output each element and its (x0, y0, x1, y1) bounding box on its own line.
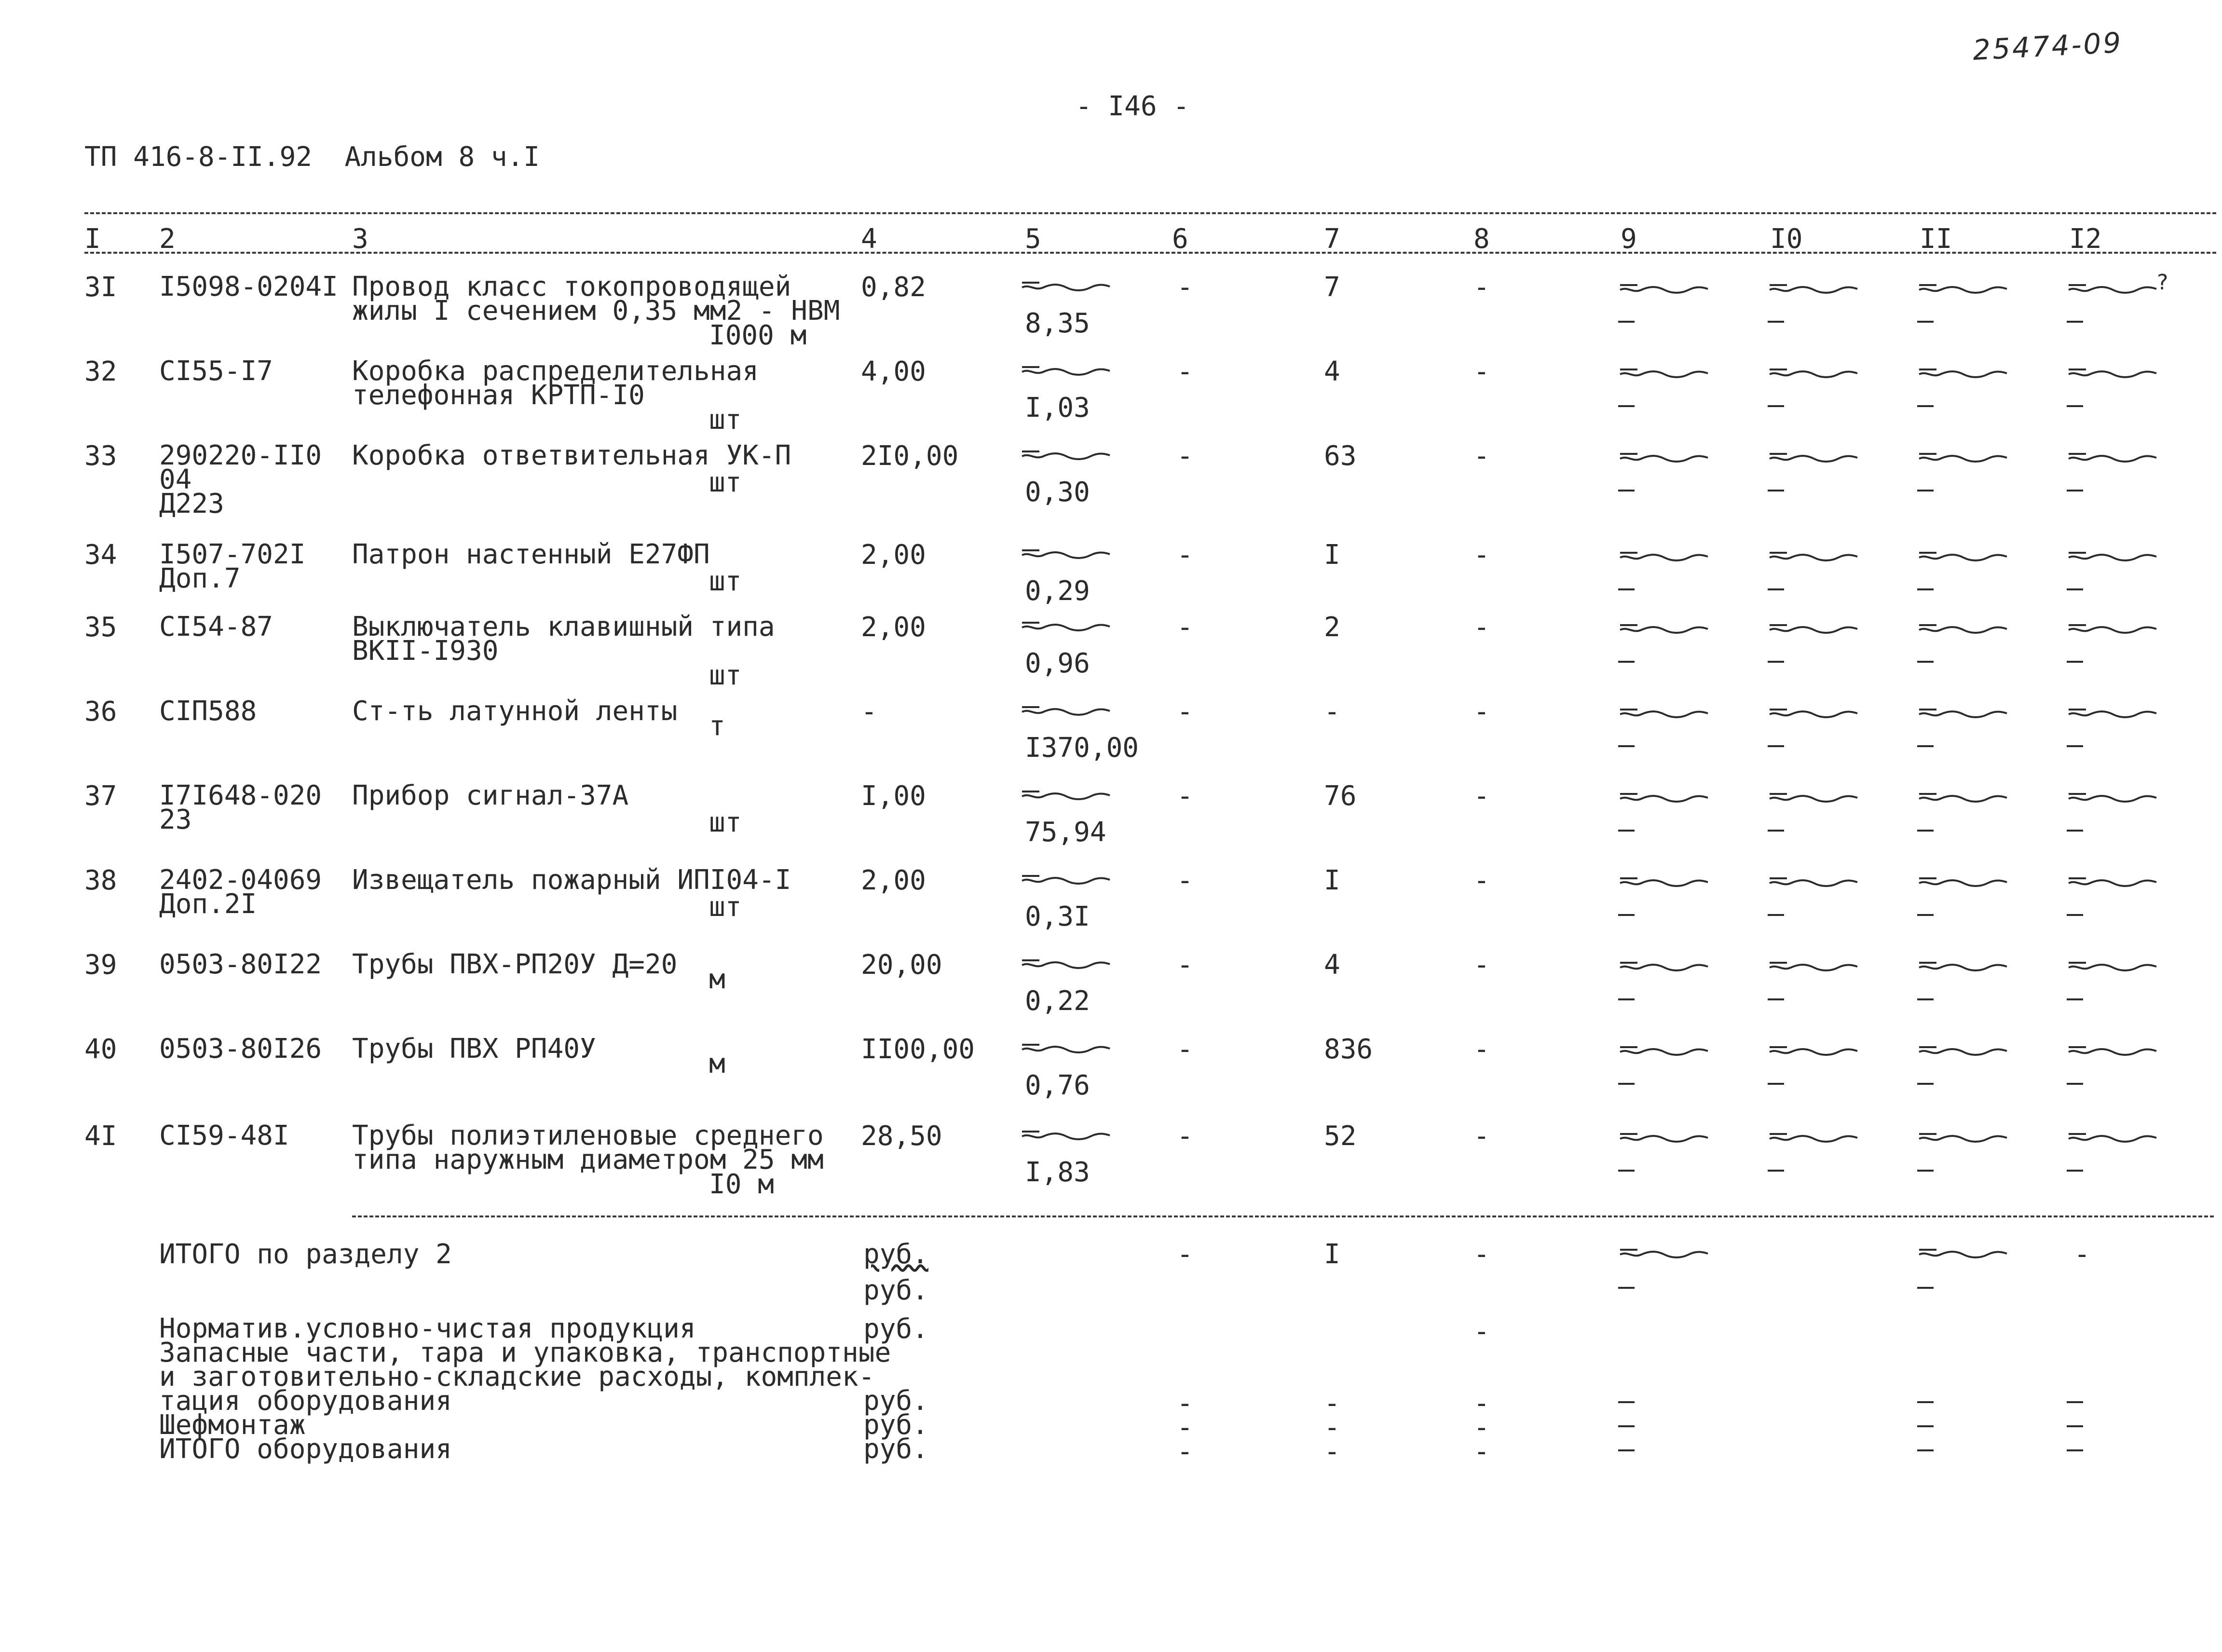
row-col5-value: 0,96 (1025, 648, 1090, 679)
col10-wavy-mark (1768, 451, 1859, 465)
totals-col11-dash (1917, 1287, 1934, 1289)
row-col7: I (1324, 539, 1340, 571)
row-code: 0503-80I22 (159, 949, 322, 980)
row-col7: 7 (1324, 272, 1340, 303)
row-col5-value: I,03 (1025, 392, 1090, 423)
row-unit: т (709, 710, 725, 742)
col10-wavy-mark (1768, 875, 1859, 890)
row-number: 34 (84, 539, 117, 571)
row-col5-value: I,83 (1025, 1157, 1090, 1188)
totals-col9-wavy-mark (1618, 1247, 1710, 1261)
col11-wavy-mark (1917, 960, 2009, 974)
row-price: 4,00 (861, 356, 926, 387)
row-number: 32 (84, 356, 117, 387)
section-total-unit-2: руб. (863, 1275, 928, 1306)
row-name: Прибор сигнал-37А (352, 780, 629, 811)
row-col6: - (1177, 1034, 1193, 1065)
totals-bottom-dash (1917, 1401, 1934, 1403)
col9-wavy-mark (1618, 622, 1710, 637)
col10-dash (1768, 321, 1784, 323)
row-number: 4I (84, 1120, 117, 1152)
row-col7: I (1324, 865, 1340, 896)
table-bottom-rule (352, 1215, 2214, 1217)
col11-dash (1917, 588, 1934, 590)
col11-wavy-mark (1917, 550, 2009, 564)
col10-wavy-mark (1768, 707, 1859, 721)
row-col8: - (1473, 539, 1490, 571)
norm-production-unit: руб. (863, 1313, 928, 1345)
row-unit: шт (709, 807, 742, 838)
col9-wavy-mark (1618, 960, 1710, 974)
document-registration-number: 25474-09 (1972, 26, 2124, 67)
row-name: Патрон настенный Е27ФП (352, 539, 710, 570)
col9-wavy-mark (1618, 1044, 1710, 1059)
col11-wavy-mark (1917, 451, 2009, 465)
row-price: 0,82 (861, 272, 926, 303)
col5-wavy-mark (1020, 620, 1112, 634)
col12-dash (2067, 321, 2083, 323)
col9-wavy-mark (1618, 367, 1710, 381)
section-total-label: ИТОГО по разделу 2 (159, 1239, 452, 1270)
col12-wavy-mark (2067, 1044, 2158, 1059)
col11-wavy-mark (1917, 707, 2009, 721)
totals-bottom-dash (1618, 1449, 1635, 1451)
row-col5-value: I370,00 (1025, 732, 1139, 764)
col9-dash (1618, 745, 1635, 747)
row-col8: - (1473, 1034, 1490, 1065)
row-number: 33 (84, 440, 117, 472)
col-header-12: I2 (2069, 223, 2102, 255)
col5-wavy-mark (1020, 957, 1112, 972)
col10-wavy-mark (1768, 960, 1859, 974)
col11-wavy-mark (1917, 622, 2009, 637)
totals-bottom-dash (2067, 1401, 2083, 1403)
col10-dash (1768, 745, 1784, 747)
row-number: 3I (84, 272, 117, 303)
col11-wavy-mark (1917, 367, 2009, 381)
col9-dash (1618, 321, 1635, 323)
row-col8: - (1473, 356, 1490, 387)
col11-dash (1917, 661, 1934, 663)
row-col6: - (1177, 612, 1193, 643)
row-col7: 4 (1324, 356, 1340, 387)
col5-wavy-mark (1020, 449, 1112, 463)
row-price: - (861, 696, 877, 727)
totals-bottom-dash (1917, 1425, 1934, 1427)
col9-dash (1618, 661, 1635, 663)
col12-wavy-mark (2067, 367, 2158, 381)
col9-dash (1618, 1170, 1635, 1172)
row-name: Трубы полиэтиленовые среднего типа наружным диаметром 25 мм (352, 1120, 824, 1175)
row-col6: - (1177, 865, 1193, 896)
col10-dash (1768, 588, 1784, 590)
section-total-unit-1: руб. (863, 1239, 928, 1270)
col-header-3: 3 (352, 223, 368, 255)
col9-wavy-mark (1618, 451, 1710, 465)
row-price: 2,00 (861, 612, 926, 643)
col9-dash (1618, 998, 1635, 1000)
row-name: Коробка распределительная телефонная КРТП-I0 (352, 355, 759, 411)
row-col7: 2 (1324, 612, 1340, 643)
row-price: II00,00 (861, 1034, 975, 1065)
row-col5-value: 0,3I (1025, 901, 1090, 932)
row-code: CI59-48I (159, 1120, 289, 1151)
row-col7: 76 (1324, 780, 1357, 812)
row-unit: шт (709, 891, 742, 923)
col12-dash (2067, 745, 2083, 747)
col11-dash (1917, 321, 1934, 323)
totals-col11-wavy-mark (1917, 1247, 2009, 1261)
col10-dash (1768, 830, 1784, 832)
row-name: Коробка ответвительная УК-П (352, 440, 791, 471)
col10-wavy-mark (1768, 791, 1859, 806)
row-price: 2I0,00 (861, 440, 959, 472)
row-price: 2,00 (861, 539, 926, 571)
totals-col7-dashes: - - - (1324, 1388, 1340, 1467)
row-code: CIП588 (159, 696, 257, 727)
row-name: Провод класс токопроводящей жилы I сечением 0,35 мм2 - НВМ (352, 271, 840, 327)
row-unit: м (709, 964, 725, 995)
row-col8: - (1473, 440, 1490, 472)
equipment-total-label: ИТОГО оборудования (159, 1434, 452, 1465)
col9-wavy-mark (1618, 1131, 1710, 1146)
row-col8: - (1473, 780, 1490, 812)
row-unit: шт (709, 566, 742, 597)
row-col5-value: 0,29 (1025, 575, 1090, 607)
col10-wavy-mark (1768, 367, 1859, 381)
row-col6: - (1177, 780, 1193, 812)
col11-dash (1917, 1170, 1934, 1172)
row-unit: шт (709, 467, 742, 498)
col11-dash (1917, 1083, 1934, 1085)
col9-dash (1618, 830, 1635, 832)
row-col7: 52 (1324, 1120, 1357, 1152)
col12-wavy-mark (2067, 282, 2158, 297)
col11-wavy-mark (1917, 875, 2009, 890)
col12-wavy-mark (2067, 875, 2158, 890)
row-col5-value: 0,22 (1025, 985, 1090, 1017)
col11-wavy-mark (1917, 1044, 2009, 1059)
installation-supervision-label: Шефмонтаж (159, 1409, 306, 1441)
col10-wavy-mark (1768, 282, 1859, 297)
section-total-col12: - (2074, 1239, 2090, 1270)
col9-wavy-mark (1618, 875, 1710, 890)
row-col5-value: 0,30 (1025, 477, 1090, 508)
col12-dash (2067, 1083, 2083, 1085)
col5-wavy-mark (1020, 789, 1112, 803)
row-col8: - (1473, 272, 1490, 303)
col-header-10: I0 (1770, 223, 1803, 255)
row-name: Выключатель клавишный типа ВКII-I930 (352, 611, 775, 667)
col-header-4: 4 (861, 223, 877, 255)
col-header-7: 7 (1324, 223, 1340, 255)
document-reference: ТП 416-8-II.92 Альбом 8 ч.I (84, 141, 540, 173)
col12-dash (2067, 490, 2083, 492)
spare-parts-label: Запасные части, тара и упаковка, транспортные и заготовительно-складские расходы, комплек- тация оборудования (159, 1337, 891, 1417)
section-total-col7: I (1324, 1239, 1340, 1270)
col-header-1: I (84, 223, 101, 255)
col11-dash (1917, 830, 1934, 832)
row-name: Трубы ПВХ-РП20У Д=20 (352, 949, 678, 980)
row-col5-value: 0,76 (1025, 1070, 1090, 1101)
row-col6: - (1177, 696, 1193, 727)
col5-wavy-mark (1020, 280, 1112, 294)
row-col7: 836 (1324, 1034, 1373, 1065)
row-number: 39 (84, 949, 117, 981)
header-bottom-rule (84, 252, 2216, 254)
col11-dash (1917, 745, 1934, 747)
col10-wavy-mark (1768, 1044, 1859, 1059)
norm-production-label: Норматив.условно-чистая продукция (159, 1313, 696, 1344)
totals-bottom-dash (1618, 1401, 1635, 1403)
totals-bottom-dash (1618, 1425, 1635, 1427)
row-name: Трубы ПВХ РП40У (352, 1033, 596, 1065)
col10-dash (1768, 1170, 1784, 1172)
row-col8: - (1473, 612, 1490, 643)
col9-dash (1618, 490, 1635, 492)
col10-wavy-mark (1768, 550, 1859, 564)
row-col7: 63 (1324, 440, 1357, 472)
row-unit: I000 м (709, 320, 807, 351)
totals-col9-dash (1618, 1287, 1635, 1289)
row-col8: - (1473, 949, 1490, 981)
row-unit: шт (709, 660, 742, 691)
col5-wavy-mark (1020, 1042, 1112, 1056)
totals-bottom-dash (2067, 1425, 2083, 1427)
row-number: 40 (84, 1034, 117, 1065)
col5-wavy-mark (1020, 1129, 1112, 1143)
row-col8: - (1473, 1120, 1490, 1152)
col9-dash (1618, 405, 1635, 407)
col5-wavy-mark (1020, 873, 1112, 887)
col11-wavy-mark (1917, 791, 2009, 806)
col10-wavy-mark (1768, 1131, 1859, 1146)
row-price: 20,00 (861, 949, 942, 981)
header-top-rule (84, 212, 2216, 214)
col12-dash (2067, 588, 2083, 590)
row-code: CI55-I7 (159, 355, 273, 387)
row-col6: - (1177, 539, 1193, 571)
row-price: I,00 (861, 780, 926, 812)
col-header-8: 8 (1473, 223, 1490, 255)
col9-wavy-mark (1618, 282, 1710, 297)
col11-wavy-mark (1917, 282, 2009, 297)
row-number: 36 (84, 696, 117, 727)
row-col6: - (1177, 356, 1193, 387)
row-number: 38 (84, 865, 117, 896)
totals-unit-column: руб. руб. руб. (863, 1385, 928, 1465)
totals-col8-dashes: - - - (1473, 1388, 1490, 1467)
col10-dash (1768, 1083, 1784, 1085)
col9-dash (1618, 588, 1635, 590)
row-unit: шт (709, 404, 742, 436)
row-number: 35 (84, 612, 117, 643)
col12-wavy-mark (2067, 550, 2158, 564)
row-name: Извещатель пожарный ИПI04-I (352, 864, 791, 896)
col-header-5: 5 (1025, 223, 1041, 255)
row-code: I7I648-020 23 (159, 780, 322, 835)
col12-wavy-mark (2067, 960, 2158, 974)
col9-wavy-mark (1618, 550, 1710, 564)
col10-wavy-mark (1768, 622, 1859, 637)
col12-dash (2067, 405, 2083, 407)
col9-dash (1618, 1083, 1635, 1085)
col11-dash (1917, 405, 1934, 407)
section-total-col8: - (1473, 1239, 1490, 1270)
row-unit: м (709, 1048, 725, 1079)
col12-wavy-mark (2067, 622, 2158, 637)
col-header-11: II (1920, 223, 1952, 255)
page-number: - I46 - (1076, 91, 1190, 122)
col9-wavy-mark (1618, 707, 1710, 721)
row-col7: - (1324, 696, 1340, 727)
col5-wavy-mark (1020, 704, 1112, 719)
totals-col6-dashes: - - - (1177, 1388, 1193, 1467)
row-col6: - (1177, 440, 1193, 472)
col10-dash (1768, 998, 1784, 1000)
col11-dash (1917, 490, 1934, 492)
col11-dash (1917, 914, 1934, 916)
col5-wavy-mark (1020, 547, 1112, 562)
row-col8: - (1473, 696, 1490, 727)
row-col6: - (1177, 1120, 1193, 1152)
norm-production-col8: - (1473, 1316, 1490, 1347)
col-header-9: 9 (1621, 223, 1637, 255)
row-code: 290220-II0 04 Д223 (159, 440, 322, 519)
col12-dash (2067, 661, 2083, 663)
col11-dash (1917, 998, 1934, 1000)
col12-dash (2067, 914, 2083, 916)
row-col12-note: ? (2156, 270, 2169, 295)
col-header-2: 2 (159, 223, 176, 255)
col12-wavy-mark (2067, 1131, 2158, 1146)
col12-wavy-mark (2067, 451, 2158, 465)
row-price: 2,00 (861, 865, 926, 896)
row-code: 0503-80I26 (159, 1033, 322, 1065)
col-header-6: 6 (1172, 223, 1188, 255)
col10-dash (1768, 914, 1784, 916)
row-code: I507-702I Доп.7 (159, 539, 306, 594)
row-col6: - (1177, 949, 1193, 981)
row-number: 37 (84, 780, 117, 812)
col12-wavy-mark (2067, 707, 2158, 721)
row-unit: I0 м (709, 1169, 774, 1200)
row-col6: - (1177, 272, 1193, 303)
col11-wavy-mark (1917, 1131, 2009, 1146)
col9-wavy-mark (1618, 791, 1710, 806)
row-col7: 4 (1324, 949, 1340, 981)
col10-dash (1768, 405, 1784, 407)
col5-wavy-mark (1020, 364, 1112, 379)
totals-bottom-dash (2067, 1449, 2083, 1451)
row-price: 28,50 (861, 1120, 942, 1152)
section-total-col6: - (1177, 1239, 1193, 1270)
col10-dash (1768, 661, 1784, 663)
row-code: 2402-04069 Доп.2I (159, 864, 322, 920)
col12-dash (2067, 1170, 2083, 1172)
col12-wavy-mark (2067, 791, 2158, 806)
row-code: CI54-87 (159, 611, 273, 642)
col12-dash (2067, 830, 2083, 832)
totals-bottom-dash (1917, 1449, 1934, 1451)
col12-dash (2067, 998, 2083, 1000)
row-col5-value: 8,35 (1025, 308, 1090, 339)
row-name: Ст-ть латунной ленты (352, 696, 678, 727)
col9-dash (1618, 914, 1635, 916)
row-col5-value: 75,94 (1025, 817, 1106, 848)
row-code: I5098-0204I (159, 271, 338, 302)
row-col8: - (1473, 865, 1490, 896)
col10-dash (1768, 490, 1784, 492)
